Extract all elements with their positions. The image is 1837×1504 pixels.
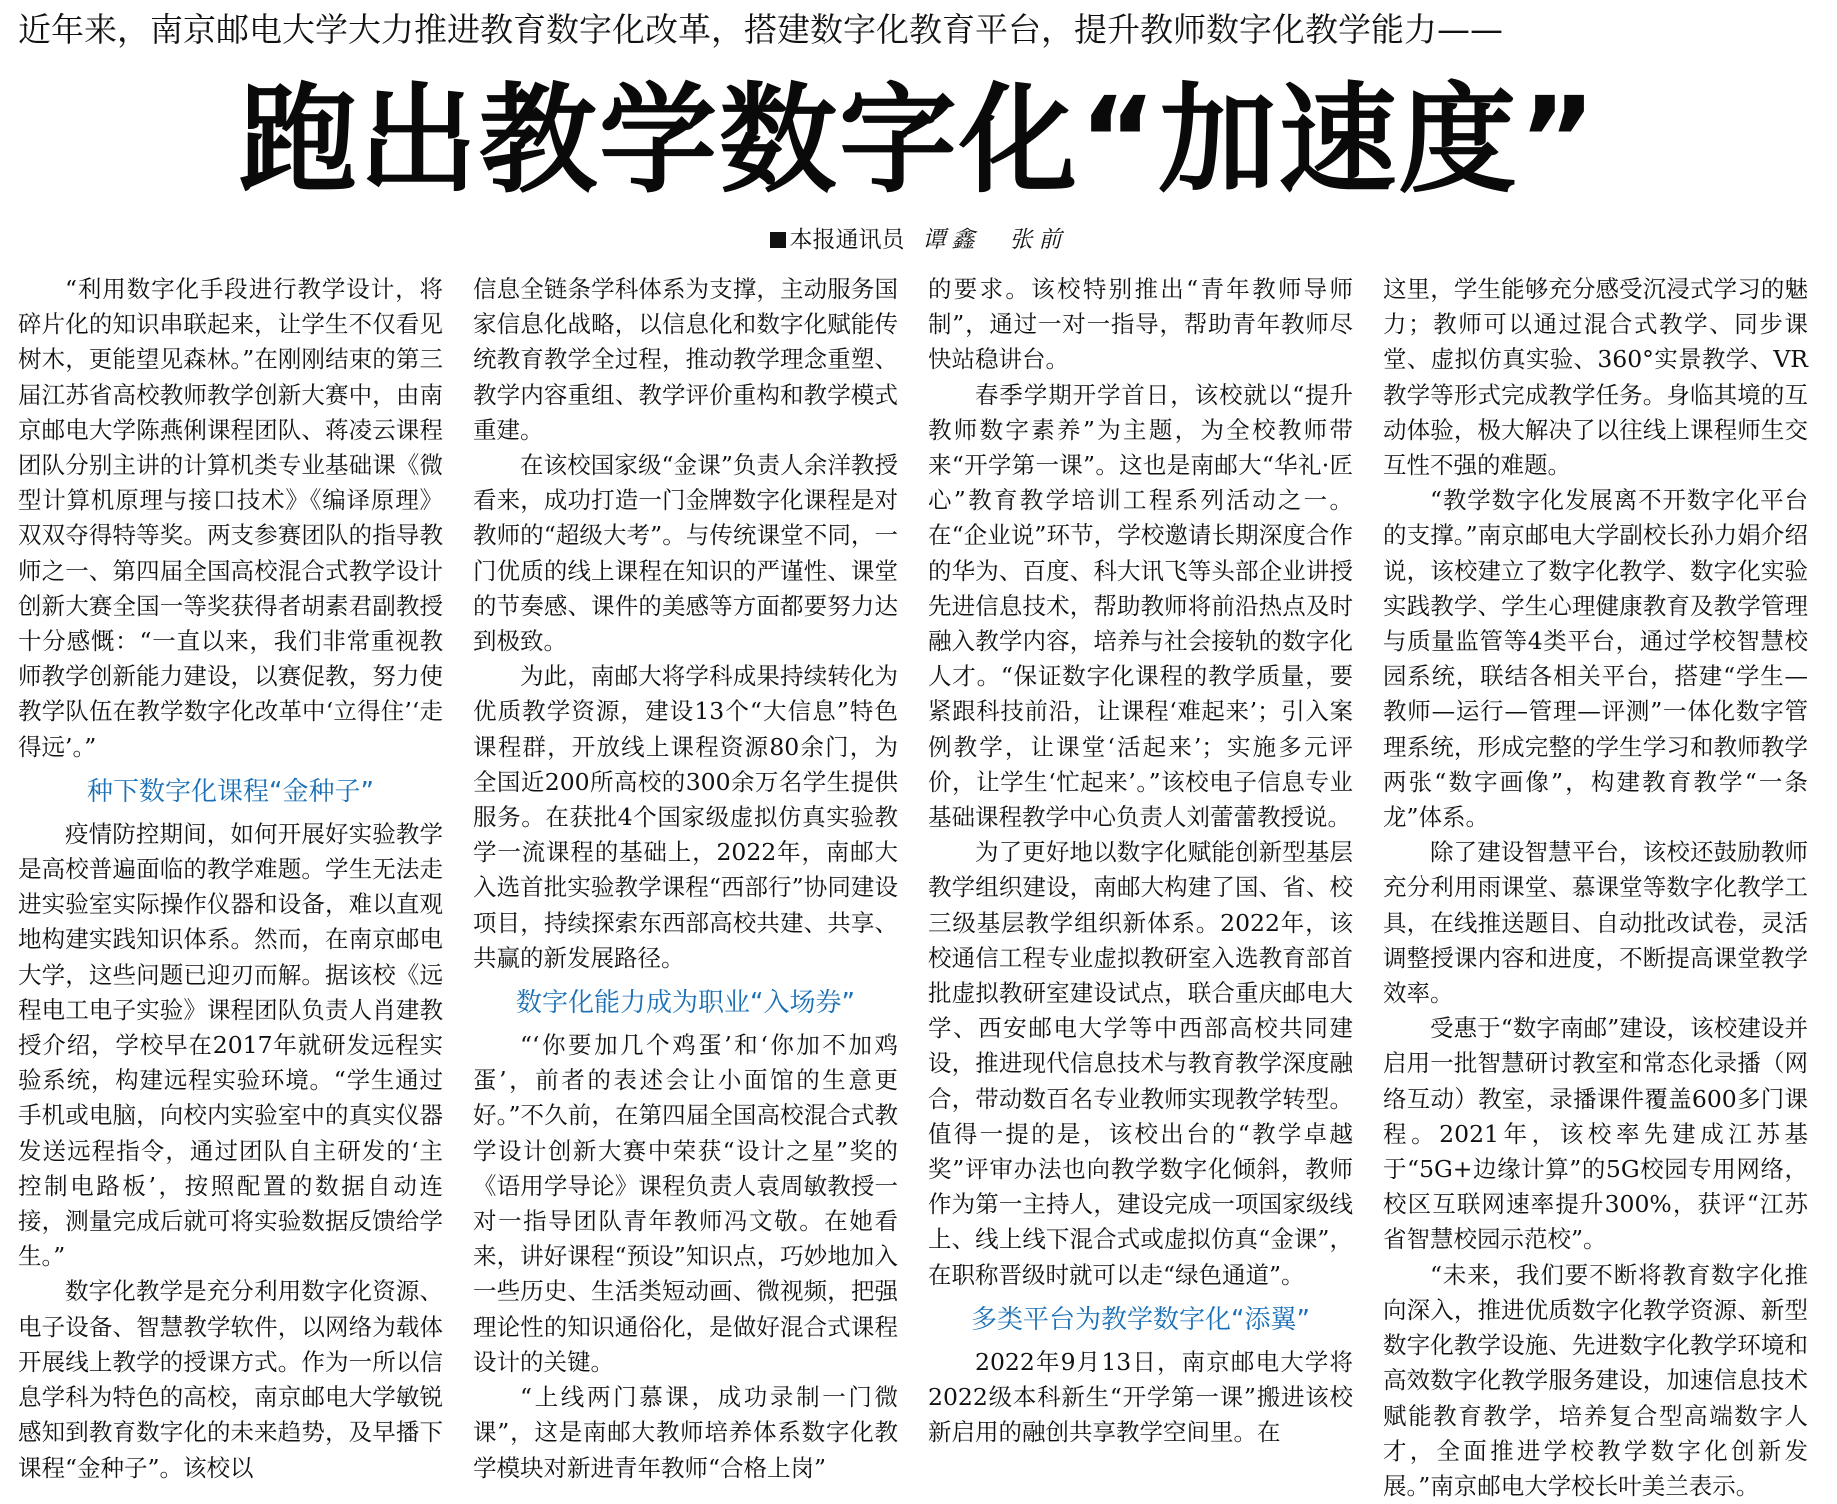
subheading: 数字化能力成为职业“入场券” xyxy=(516,988,855,1019)
kicker-line: 近年来，南京邮电大学大力推进教育数字化改革，搭建数字化教育平台，提升教师数字化教学能力—— xyxy=(18,10,1503,49)
paragraph: “未来，我们要不断将教育数字化推向深入，推进优质数字化教学资源、新型数字化教学设施、先进数字化教学环境和高效数字化教学服务建设，加速信息技术赋能教育教学，培养复合型高端数字人才，全面推进学校教学数字化创新发展。”南京邮电大学校长叶美兰表示。 xyxy=(1383,1260,1808,1500)
paragraph: 疫情防控期间，如何开展好实验教学是高校普遍面临的教学难题。学生无法走进实验室实际操作仪器和设备，难以直观地构建实践知识体系。然而，在南京邮电大学，这些问题已迎刃而解。据该校《远程电工电子实验》课程团队负责人肖建教授介绍，学校早在2017年就研发远程实验系统，构建远程实验环境。“学生通过手机或电脑，向校内实验室中的真实仪器发送远程指令，通过团队自主研发的‘主控制电路板’，按照配置的数据自动连接，测量完成后就可将实验数据反馈给学生。” xyxy=(18,819,443,1271)
paragraph: “利用数字化手段进行教学设计，将碎片化的知识串联起来，让学生不仅看见树木，更能望见森林。”在刚刚结束的第三届江苏省高校教师教学创新大赛中，由南京邮电大学陈燕俐课程团队、蒋凌云课程团队分别主讲的计算机类专业基础课《微型计算机原理与接口技术》《编译原理》双双夺得特等奖。两支参赛团队的指导教师之一、第四届全国高校混合式教学设计创新大赛全国一等奖获得者胡素君副教授十分感慨：“一直以来，我们非常重视教师教学创新能力建设，以赛促教，努力使教学队伍在教学数字化改革中‘立得住’‘走得远’。” xyxy=(18,275,443,761)
paragraph: 在该校国家级“金课”负责人余洋教授看来，成功打造一门金牌数字化课程是对教师的“超级大考”。与传统课堂不同，一门优质的线上课程在知识的严谨性、课堂的节奏感、课件的美感等方面都要努力达到极致。 xyxy=(473,451,898,656)
column-2 xyxy=(473,272,898,1482)
byline xyxy=(0,225,1837,255)
paragraph: 2022年9月13日，南京邮电大学将2022级本科新生“开学第一课”搬进该校新启用的融创共享教学空间里。在 xyxy=(928,1347,1353,1447)
paragraph: 除了建设智慧平台，该校还鼓励教师充分利用雨课堂、慕课堂等数字化教学工具，在线推送题目、自动批改试卷，灵活调整授课内容和进度，不断提高课堂教学效率。 xyxy=(1383,838,1808,1008)
paragraph: 这里，学生能够充分感受沉浸式学习的魅力；教师可以通过混合式教学、同步课堂、虚拟仿真实验、360°实景教学、VR教学等形式完成教学任务。身临其境的互动体验，极大解决了以往线上课程师生交互性不强的难题。 xyxy=(1383,275,1808,480)
paragraph: “‘你要加几个鸡蛋’和‘你加不加鸡蛋’，前者的表述会让小面馆的生意更好。”不久前，在第四届全国高校混合式教学设计创新大赛中荣获“设计之星”奖的《语用学导论》课程负责人袁周敏教授一对一指导团队青年教师冯文敬。在她看来，讲好课程“预设”知识点，巧妙地加入一些历史、生活类短动画、微视频，把强理论性的知识通俗化，是做好混合式课程设计的关键。 xyxy=(473,1031,898,1376)
byline-square-icon xyxy=(770,232,786,248)
paragraph: 信息全链条学科体系为支撑，主动服务国家信息化战略，以信息化和数字化赋能传统教育教学全过程，推动教学理念重塑、教学内容重组、教学评价重构和教学模式重建。 xyxy=(473,275,898,444)
byline-authors: 谭鑫 张前 xyxy=(922,227,1068,253)
column-3 xyxy=(928,272,1353,1447)
paragraph: “上线两门慕课，成功录制一门微课”，这是南邮大教师培养体系数字化教学模块对新进青年教师“合格上岗” xyxy=(473,1383,898,1482)
subheading: 多类平台为教学数字化“添翼” xyxy=(971,1304,1310,1335)
paragraph: “教学数字化发展离不开数字化平台的支撑。”南京邮电大学副校长孙力娟介绍说，该校建立了数字化教学、数字化实验实践教学、学生心理健康教育及教学管理与质量监管等4类平台，通过学校智慧校园系统，联结各相关平台，搭建“学生—教师—运行—管理—评测”一体化数字管理系统，形成完整的学生学习和教师教学两张“数字画像”，构建教育教学“一条龙”体系。 xyxy=(1383,486,1808,832)
paragraph: 为了更好地以数字化赋能创新型基层教学组织建设，南邮大构建了国、省、校三级基层教学组织新体系。2022年，该校通信工程专业虚拟教研室入选教育部首批虚拟教研室建设试点，联合重庆邮电大学、西安邮电大学等中西部高校共同建设，推进现代信息技术与教育教学深度融合，带动数百名专业教师实现教学转型。值得一提的是，该校出台的“教学卓越奖”评审办法也向教学数字化倾斜，教师作为第一主持人，建设完成一项国家级线上、线上线下混合式或虚拟仿真“金课”，在职称晋级时就可以走“绿色通道”。 xyxy=(928,838,1353,1289)
paragraph: 为此，南邮大将学科成果持续转化为优质教学资源，建设13个“大信息”特色课程群，开放线上课程资源80余门，为全国近200所高校的300余万名学生提供服务。在获批4个国家级虚拟仿真实验教学一流课程的基础上，2022年，南邮大入选首批实验教学课程“西部行”协同建设项目，持续探索东西部高校共建、共享、共赢的新发展路径。 xyxy=(473,662,898,972)
column-1 xyxy=(18,272,443,1482)
paragraph: 的要求。该校特别推出“青年教师导师制”，通过一对一指导，帮助青年教师尽快站稳讲台。 xyxy=(928,275,1353,374)
byline-label: 本报通讯员 xyxy=(789,227,905,253)
subheading: 种下数字化课程“金种子” xyxy=(87,776,374,807)
article-body xyxy=(18,272,1818,1500)
paragraph: 受惠于“数字南邮”建设，该校建设并启用一批智慧研讨教室和常态化录播（网络互动）教室，录播课件覆盖600多门课程。2021年，该校率先建成江苏基于“5G+边缘计算”的5G校园专用网络，校区互联网速率提升300%，获评“江苏省智慧校园示范校”。 xyxy=(1383,1014,1808,1254)
column-4 xyxy=(1383,272,1808,1500)
paragraph: 春季学期开学首日，该校就以“提升教师数字素养”为主题，为全校教师带来“开学第一课”。这也是南邮大“华礼·匠心”教育教学培训工程系列活动之一。在“企业说”环节，学校邀请长期深度合作的华为、百度、科大讯飞等头部企业讲授先进信息技术，帮助教师将前沿热点及时融入教学内容，培养与社会接轨的数字化人才。“保证数字化课程的教学质量，要紧跟科技前沿，让课程‘难起来’；引入案例教学，让课堂‘活起来’；实施多元评价，让学生‘忙起来’。”该校电子信息专业基础课程教学中心负责人刘蕾蕾教授说。 xyxy=(928,380,1353,832)
paragraph: 数字化教学是充分利用数字化资源、电子设备、智慧教学软件，以网络为载体开展线上教学的授课方式。作为一所以信息学科为特色的高校，南京邮电大学敏锐感知到教育数字化的未来趋势，及早播下课程“金种子”。该校以 xyxy=(18,1277,443,1482)
headline: 跑出教学数字化“加速度” xyxy=(238,71,1599,209)
